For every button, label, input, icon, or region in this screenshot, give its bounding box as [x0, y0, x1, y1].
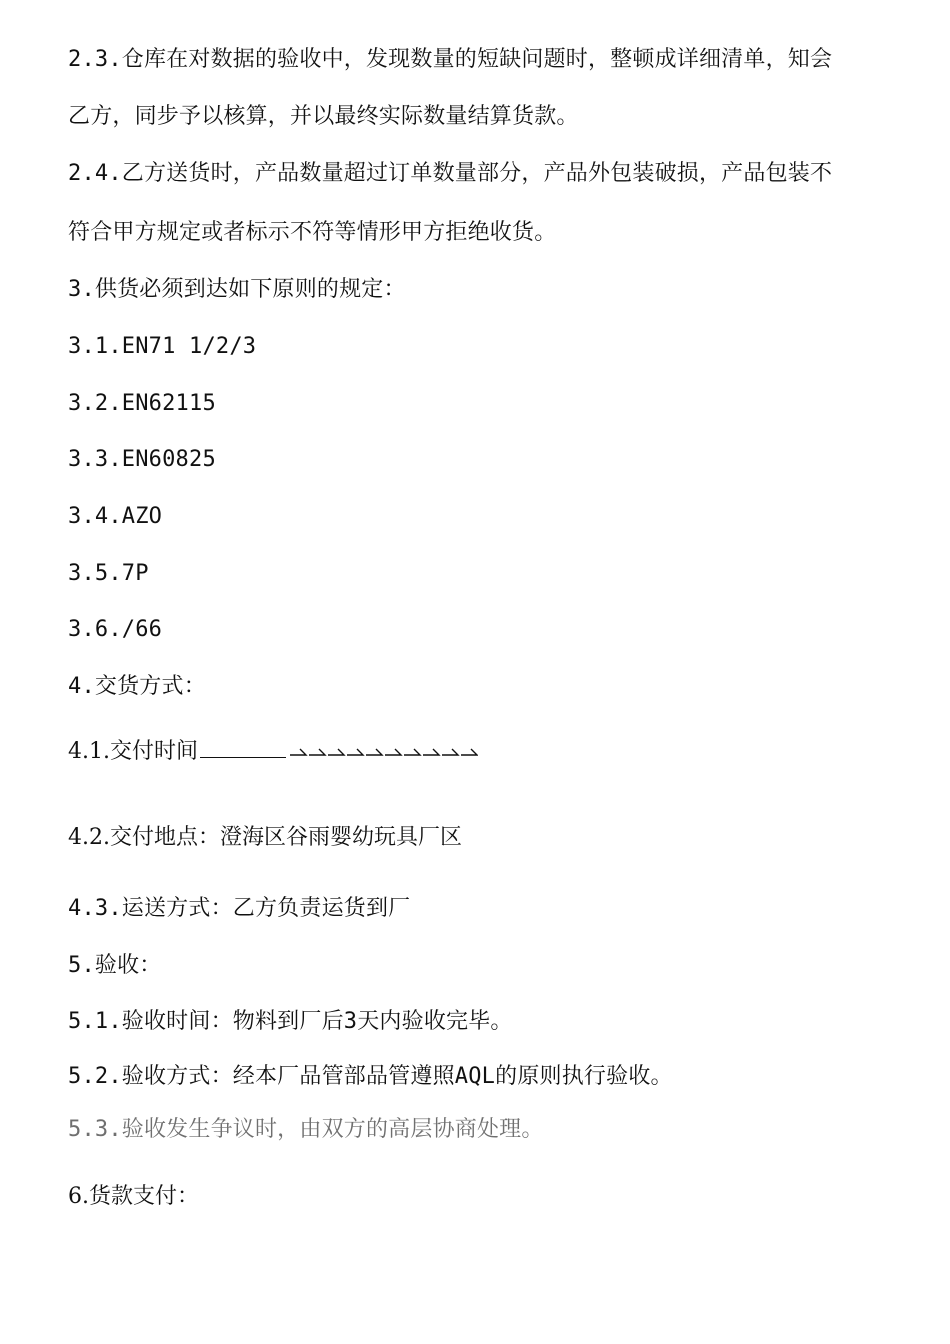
clause-3-5: 3.5.7P	[68, 561, 149, 586]
clause-2-3-line-1: 2.3.仓库在对数据的验收中，发现数量的短缺问题时，整顿成详细清单，知会	[68, 47, 833, 72]
clause-4-title: 4.交货方式：	[68, 674, 206, 699]
clause-3-2: 3.2.EN62115	[68, 391, 216, 416]
clause-5-1: 5.1.验收时间：物料到厂后3天内验收完毕。	[68, 1009, 513, 1034]
clause-4-1-label: 4.1.交付时间	[68, 739, 198, 764]
clause-3-4: 3.4.AZO	[68, 504, 163, 529]
clause-5-3: 5.3.验收发生争议时，由双方的高层协商处理。	[68, 1117, 544, 1142]
clause-4-3: 4.3.运送方式：乙方负责运货到厂	[68, 896, 411, 921]
clause-2-4-line-2: 符合甲方规定或者标示不符等情形甲方拒绝收货。	[68, 220, 557, 245]
clause-4-1-row	[68, 739, 478, 763]
clause-3-title: 3.供货必须到达如下原则的规定：	[68, 277, 406, 302]
clause-6-title: 6.货款支付：	[68, 1184, 199, 1209]
clause-3-3: 3.3.EN60825	[68, 447, 216, 472]
clause-5-title: 5.验收：	[68, 953, 162, 978]
clause-3-1: 3.1.EN71 1/2/3	[68, 334, 257, 359]
delivery-time-blank	[200, 739, 286, 758]
clause-3-6: 3.6./66	[68, 617, 163, 642]
clause-2-4-line-1: 2.4.乙方送货时，产品数量超过订单数量部分，产品外包装破损，产品包装不	[68, 161, 833, 186]
clause-5-2: 5.2.验收方式：经本厂品管部品管遵照AQL的原则执行验收。	[68, 1064, 673, 1089]
clause-2-3-line-2: 乙方，同步予以核算，并以最终实际数量结算货款。	[68, 104, 579, 129]
clause-4-2: 4.2.交付地点：澄海区谷雨婴幼玩具厂区	[68, 825, 462, 850]
underline-tails-icon	[288, 743, 478, 761]
